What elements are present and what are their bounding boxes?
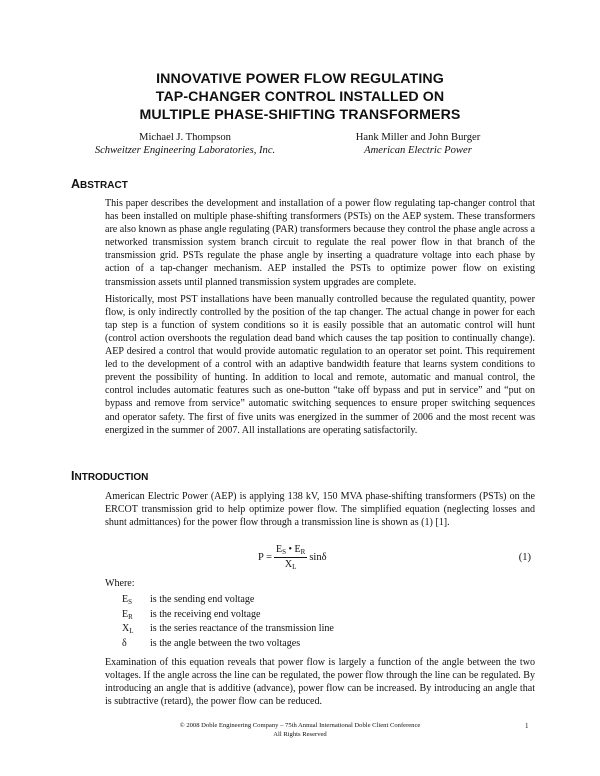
variable-row	[122, 609, 334, 624]
equation-numerator: $E_S$ • $E_R$	[276, 544, 306, 556]
heading-rest: BSTRACT	[80, 180, 128, 191]
author-2	[318, 131, 518, 157]
page-number: 1	[525, 722, 529, 730]
introduction-heading	[71, 469, 148, 483]
equation-lhs: P =	[258, 552, 272, 563]
heading-initial: A	[71, 177, 81, 191]
author-name: Hank Miller and John Burger	[355, 132, 481, 143]
heading-initial: I	[71, 469, 75, 483]
introduction-body	[105, 490, 535, 533]
examination-paragraph: Examination of this equation reveals that power flow is largely a function of the angle between the two voltages. If the angle across the line can be regulated, the power flow through the line can be regulated. By introducing an angle that is additive (advance), power flow can be increased. By introducing an angle that is subtractive (retard), the power flow can be reduced.	[105, 657, 535, 708]
author-1	[70, 131, 300, 157]
variable-description: is the series reactance of the transmission line	[150, 623, 334, 635]
variable-symbol: δ	[122, 637, 127, 649]
variable-row	[122, 638, 334, 653]
equation-number: (1)	[518, 552, 531, 563]
equation-denominator: $X_L$	[284, 559, 297, 571]
equation-rhs: sinδ	[309, 552, 327, 563]
title-line-1: INNOVATIVE POWER FLOW REGULATING	[156, 71, 444, 87]
abstract-body	[105, 197, 535, 441]
variable-symbol: $E_S$	[122, 594, 133, 606]
variable-symbol: $X_L$	[122, 623, 134, 636]
variable-description: is the receiving end voltage	[150, 608, 261, 620]
paper-title	[60, 70, 540, 124]
equation-fraction	[274, 544, 307, 571]
page-footer	[120, 722, 480, 739]
title-line-2: TAP-CHANGER CONTROL INSTALLED ON	[155, 89, 445, 105]
equation-expression	[258, 544, 327, 571]
variable-row	[122, 594, 334, 609]
footer-copyright: © 2008 Doble Engineering Company – 75th Annual International Doble Client Conference	[179, 722, 421, 729]
variable-description: is the sending end voltage	[150, 594, 255, 605]
where-label: Where:	[105, 578, 135, 589]
power-flow-equation	[105, 540, 535, 574]
author-name: Michael J. Thompson	[139, 132, 231, 143]
variable-symbol: $E_R$	[122, 608, 133, 621]
variable-list	[122, 594, 334, 652]
title-line-3: MULTIPLE PHASE-SHIFTING TRANSFORMERS	[139, 107, 461, 123]
footer-rights: All Rights Reserved	[273, 730, 327, 738]
author-affiliation: Schweitzer Engineering Laboratories, Inc.	[94, 145, 276, 156]
introduction-paragraph: American Electric Power (AEP) is applying 138 kV, 150 MVA phase-shifting transformers (PSTs) on the ERCOT transmission grid to help optimize power flow. The simplified equation (neglecting losses and shunt admittances) for the power flow through a transmission line is shown as (1) [1].	[105, 491, 535, 529]
variable-description: is the angle between the two voltages	[150, 637, 301, 649]
abstract-heading	[71, 177, 128, 191]
variable-row	[122, 623, 334, 638]
abstract-paragraph-1: This paper describes the development and installation of a power flow regulating tap-changer control that has been installed on multiple phase-shifting transformers (PSTs) on the AEP system. These transformers are also known as phase angle regulating (PAR) transformers because they control the phase angle across a networked transmission system branch circuit to regulate the real power flow in that branch of the transmission grid. PSTs regulate the phase angle by inserting a quadrature voltage into each phase by action of a tap-changer mechanism. AEP installed the PSTs to optimize power flow on existing transmission assets until planned transmission system upgrades are complete.	[105, 198, 535, 288]
author-affiliation: American Electric Power	[364, 145, 472, 156]
abstract-paragraph-2: Historically, most PST installations have been manually controlled because the regulated quantity, power flow, is only indirectly controlled by the position of the tap changer. The actual change in power for each tap step is a function of system conditions so it is easily possible that an automatic control will hunt (control action overshoots the regulation dead band which causes the tap position to continually change). AEP desired a control that would provide automatic regulation to an operator set point. This requirement led to the development of a control with an adaptive bandwidth feature that learns system conditions to prevent the possibility of hunting. In addition to local and remote, automatic and manual control, the control includes automatic features such as one-button “take off bypass and put in service” and “put on bypass and remove from service” automatic switching sequences to ensure proper switching sequences and operator safety. The first of five units was energized in the summer of 2006 and the most recent was energized in the summer of 2007. All installations are operating satisfactorily.	[105, 293, 535, 436]
heading-rest: NTRODUCTION	[74, 472, 149, 483]
